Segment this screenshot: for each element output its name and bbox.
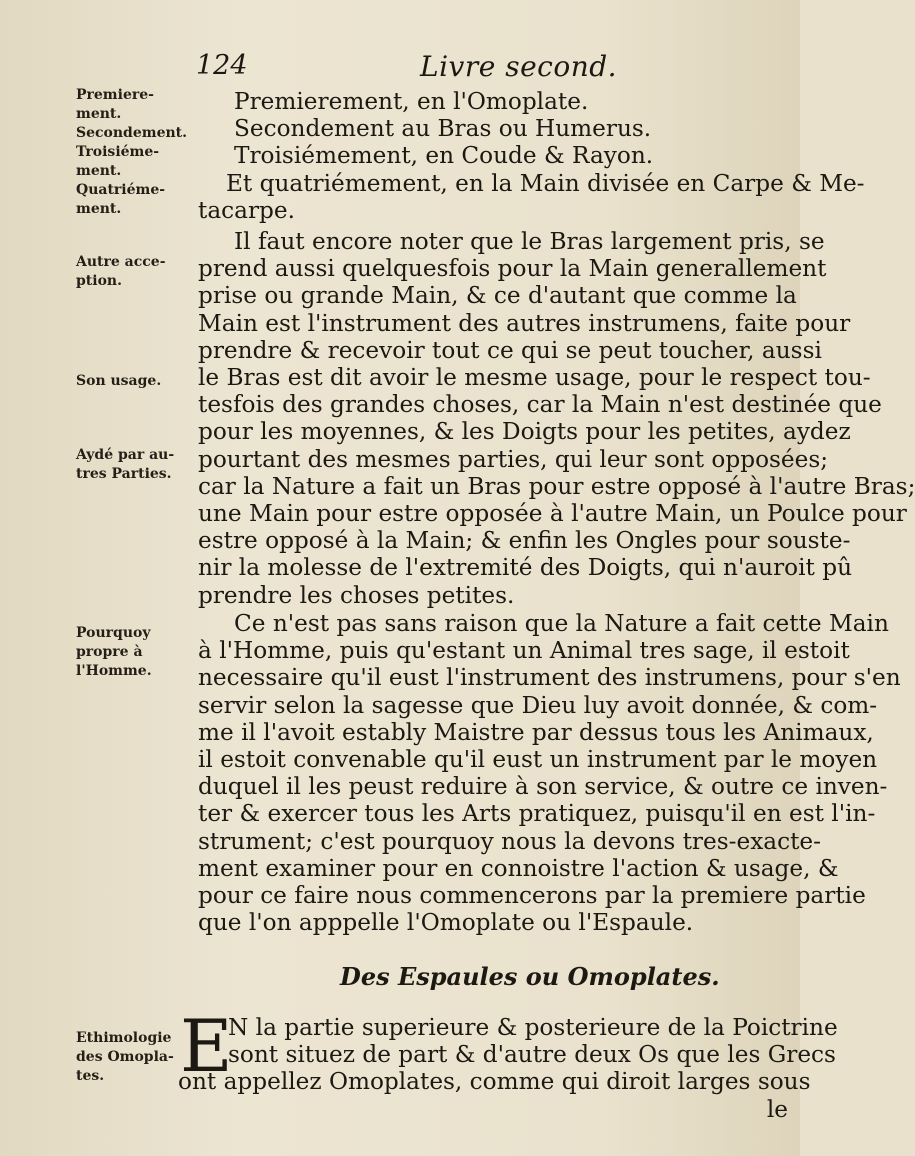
section-heading: Des Espaules ou Omoplates. bbox=[340, 962, 720, 991]
text-line: pourtant des mesmes parties, qui leur sont opposées; bbox=[198, 445, 829, 473]
margin-note-line: ment. bbox=[76, 106, 122, 122]
text-line: N la partie superieure & posterieure de la Poictrine bbox=[228, 1014, 838, 1041]
margin-note-autre-acception bbox=[76, 253, 192, 291]
text-line: estre opposé à la Main; & enfin les Ongles pour souste- bbox=[198, 527, 851, 555]
margin-note-line: Premiere- bbox=[76, 87, 154, 103]
text-line: tacarpe. bbox=[198, 196, 295, 224]
margin-note-son-usage bbox=[76, 372, 192, 391]
drop-cap: E bbox=[180, 1004, 233, 1088]
margin-note-premierement bbox=[76, 86, 192, 219]
running-head bbox=[0, 50, 800, 90]
text-line: il estoit convenable qu'il eust un instrument par le moyen bbox=[198, 746, 878, 774]
text-line: Troisiémement, en Coude & Rayon. bbox=[234, 142, 654, 170]
text-line: nir la molesse de l'extremité des Doigts, qui n'auroit pû bbox=[198, 554, 853, 582]
margin-note-line: l'Homme. bbox=[76, 663, 152, 679]
text-line: pour ce faire nous commencerons par la premiere partie bbox=[198, 882, 866, 910]
margin-note-line: Aydé par au- bbox=[76, 447, 175, 463]
text-line: Secondement au Bras ou Humerus. bbox=[234, 115, 652, 143]
margin-note-line: tres Parties. bbox=[76, 466, 172, 482]
text-line: ment examiner pour en connoistre l'action & usage, & bbox=[198, 854, 839, 882]
margin-note-pourquoy bbox=[76, 624, 192, 681]
margin-note-line: des Omopla- bbox=[76, 1049, 174, 1065]
paragraph-omoplates bbox=[178, 1014, 838, 1123]
margin-note-line: Autre acce- bbox=[76, 254, 166, 270]
text-line: ter & exercer tous les Arts pratiquez, puisqu'il en est l'in- bbox=[198, 800, 876, 828]
paragraph-bras bbox=[198, 228, 915, 609]
text-line: pour les moyennes, & les Doigts pour les petites, aydez bbox=[198, 418, 851, 446]
text-line: Ce n'est pas sans raison que la Nature a fait cette Main bbox=[234, 610, 889, 637]
margin-note-ayde bbox=[76, 446, 192, 484]
text-line: prise ou grande Main, & ce d'autant que comme la bbox=[198, 282, 797, 310]
margin-note-line: propre à bbox=[76, 644, 143, 660]
margin-note-line: ption. bbox=[76, 273, 122, 289]
text-line: prend aussi quelquesfois pour la Main generallement bbox=[198, 255, 827, 283]
margin-note-line: Quatriéme- bbox=[76, 182, 166, 198]
text-line: tesfois des grandes choses, car la Main n'est destinée que bbox=[198, 391, 882, 419]
text-line: strument; c'est pourquoy nous la devons tres-exacte- bbox=[198, 827, 821, 855]
margin-note-line: ment. bbox=[76, 201, 122, 217]
margin-note-line: tes. bbox=[76, 1068, 105, 1084]
text-line: prendre & recevoir tout ce qui se peut toucher, aussi bbox=[198, 336, 822, 364]
text-line: ont appellez Omoplates, comme qui diroit larges sous bbox=[178, 1068, 811, 1096]
text-line: le bbox=[766, 1095, 788, 1123]
text-line: Il faut encore noter que le Bras largement pris, se bbox=[234, 228, 825, 255]
margin-note-line: Ethimologie bbox=[76, 1030, 172, 1046]
text-line: Main est l'instrument des autres instrumens, faite pour bbox=[198, 309, 851, 337]
text-line: me il l'avoit estably Maistre par dessus tous les Animaux, bbox=[198, 718, 874, 746]
text-line: duquel il les peust reduire à son service, & outre ce inven- bbox=[198, 773, 888, 801]
page-number: 124 bbox=[196, 50, 248, 81]
text-line: le Bras est dit avoir le mesme usage, pour le respect tou- bbox=[198, 364, 871, 392]
text-line: que l'on apppelle l'Omoplate ou l'Espaule. bbox=[198, 909, 694, 937]
margin-note-line: ment. bbox=[76, 163, 122, 179]
text-line: necessaire qu'il eust l'instrument des instrumens, pour s'en bbox=[198, 664, 901, 692]
text-line: prendre les choses petites. bbox=[198, 581, 515, 609]
margin-note-ethimologie bbox=[76, 1029, 192, 1086]
paragraph-main-homme bbox=[198, 610, 901, 937]
text-line: sont situez de part & d'autre deux Os que les Grecs bbox=[228, 1041, 836, 1069]
margin-note-line: Troisiéme- bbox=[76, 144, 160, 160]
margin-note-line: Pourquoy bbox=[76, 625, 151, 641]
margin-note-line: Son usage. bbox=[76, 373, 162, 389]
running-title: Livre second. bbox=[420, 50, 618, 83]
text-line: Premierement, en l'Omoplate. bbox=[234, 88, 589, 115]
text-line: servir selon la sagesse que Dieu luy avoit donnée, & com- bbox=[198, 691, 878, 719]
text-line: Et quatriémement, en la Main divisée en Carpe & Me- bbox=[226, 169, 865, 197]
margin-note-line: Secondement. bbox=[76, 125, 187, 141]
text-line: car la Nature a fait un Bras pour estre opposé à l'autre Bras; bbox=[198, 472, 915, 500]
text-line: à l'Homme, puis qu'estant un Animal tres sage, il estoit bbox=[198, 637, 850, 665]
enumeration-block bbox=[198, 88, 865, 224]
text-line: une Main pour estre opposée à l'autre Main, un Poulce pour bbox=[198, 500, 907, 528]
